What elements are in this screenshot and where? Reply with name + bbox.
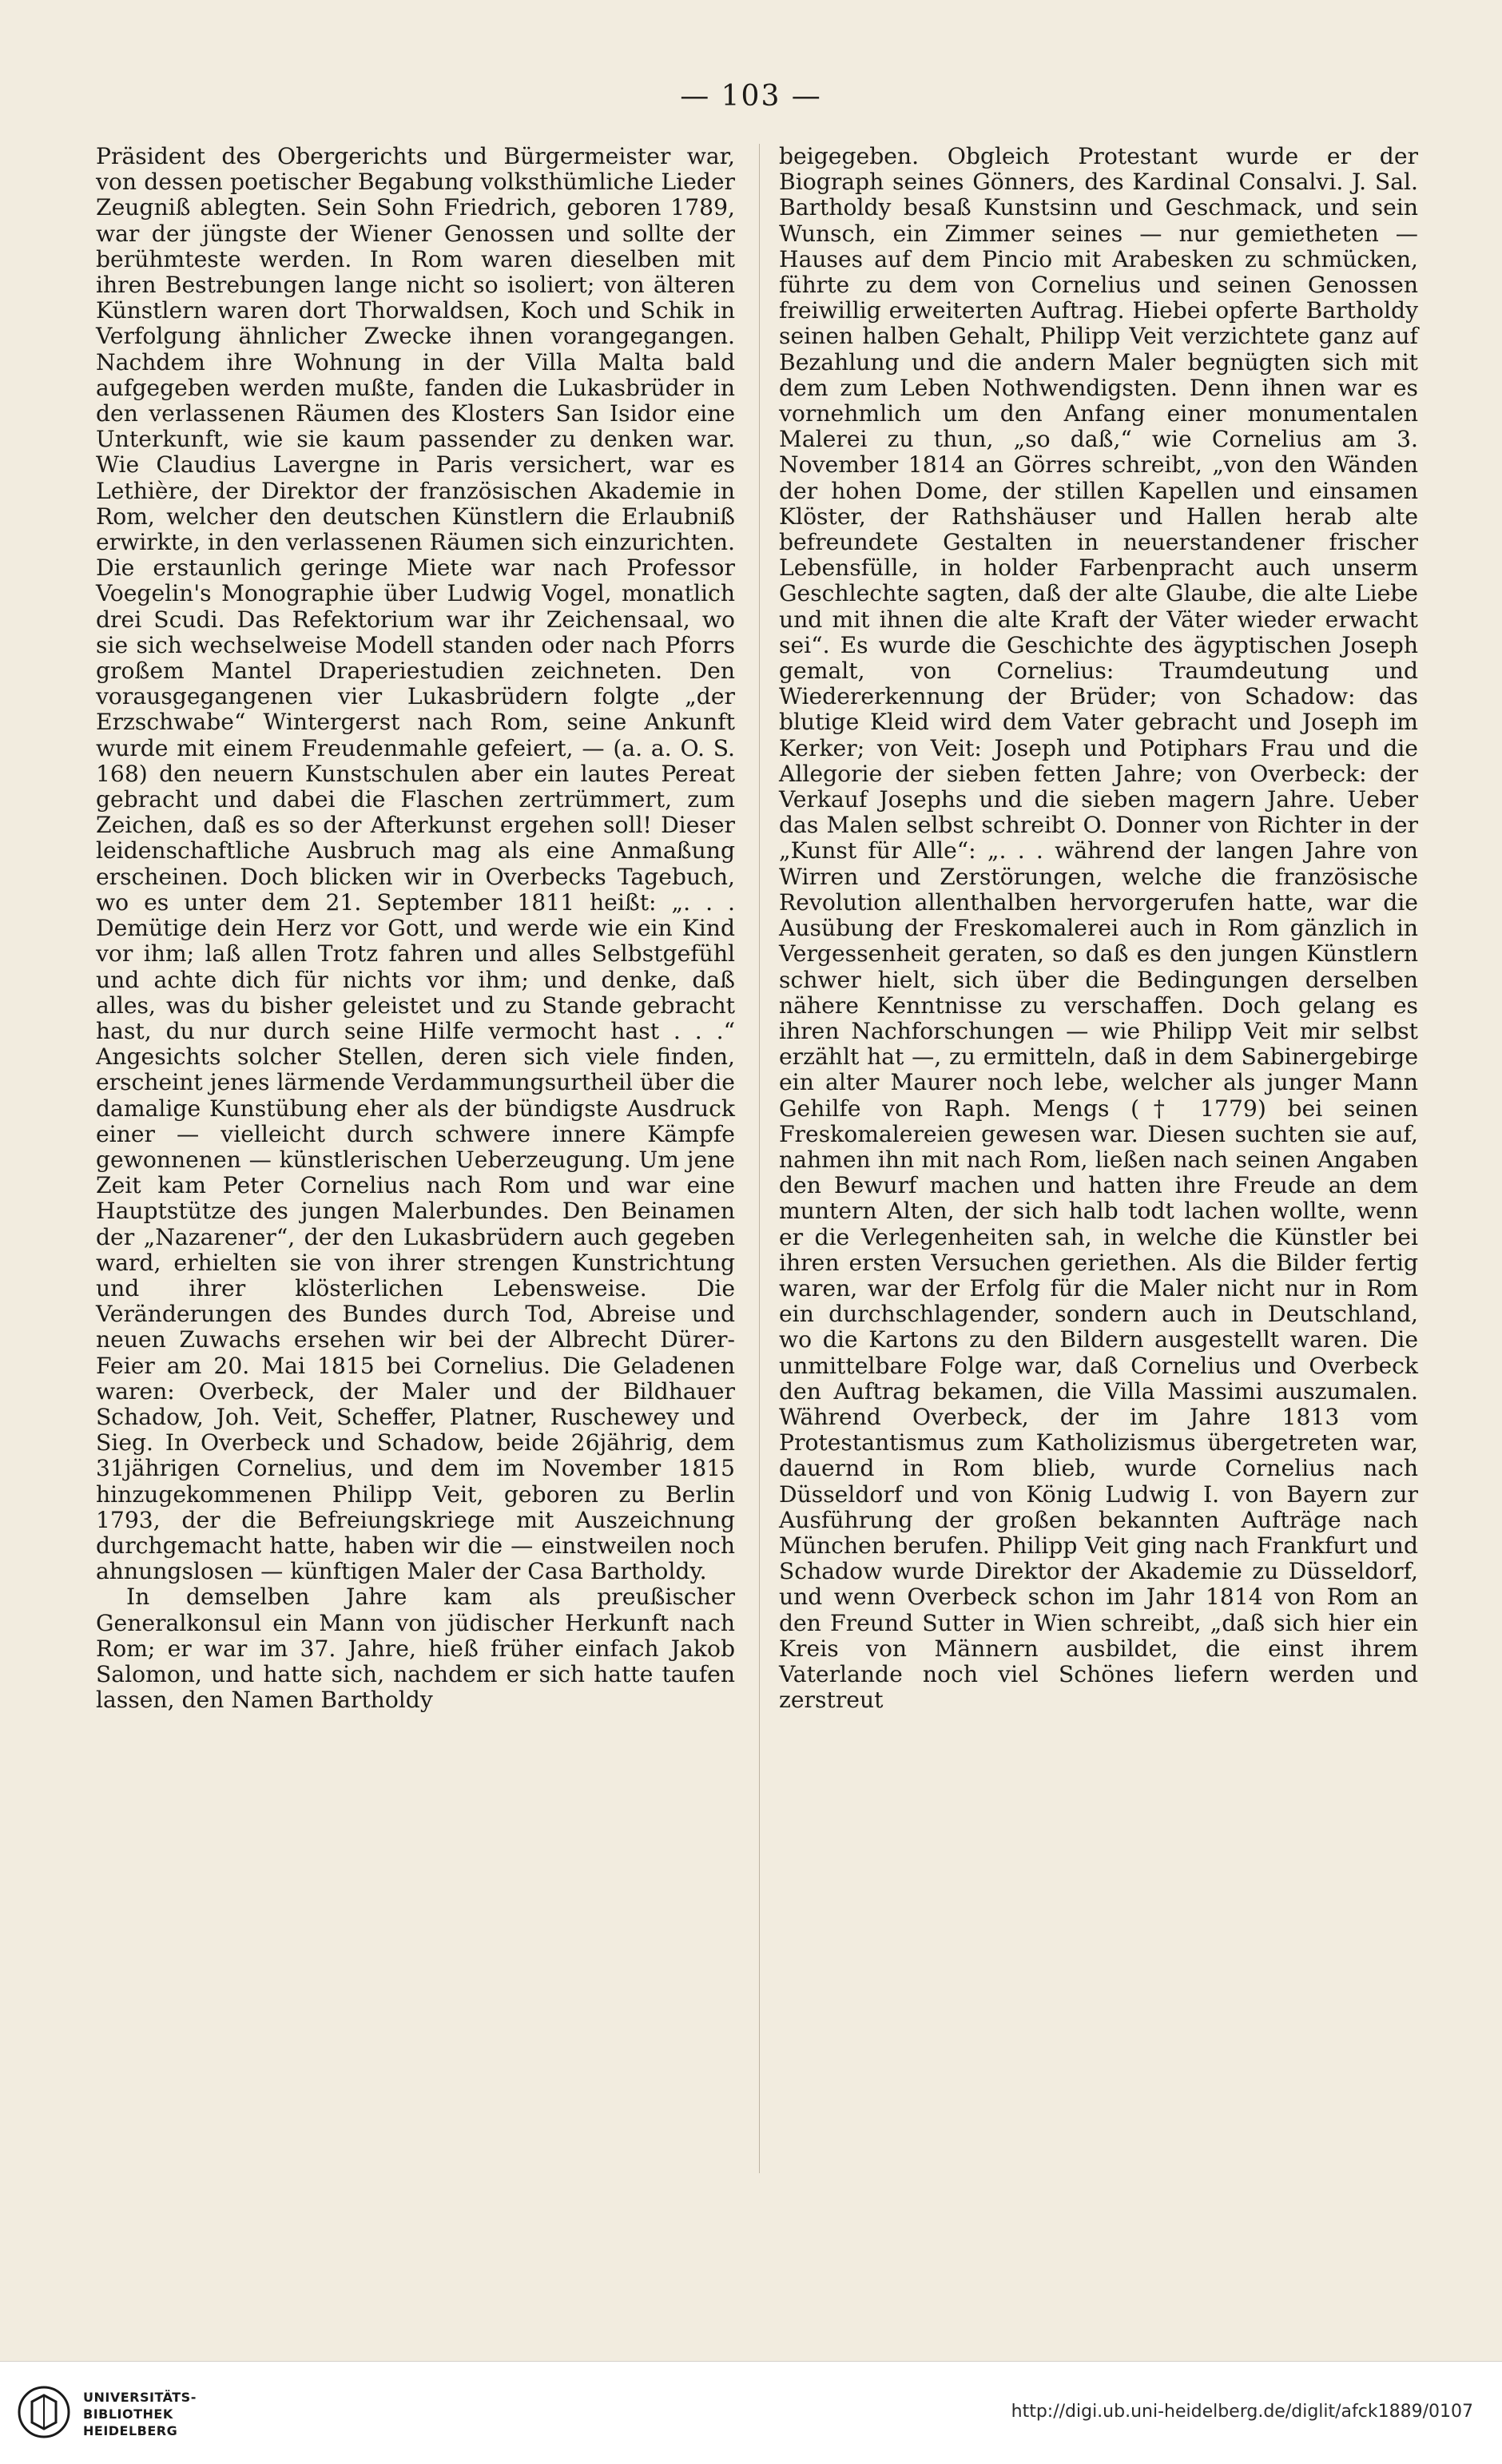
library-seal-icon xyxy=(18,2386,70,2438)
library-name xyxy=(83,2389,197,2439)
paragraph: Präsident des Obergerichts und Bürgermeister war, von dessen poetischer Begabung volksthümliche Lieder Zeugniß ablegten. Sein Sohn Friedrich, geboren 1789, war der jüngste der Wiener Genossen und sollte der berühmteste werden. In Rom waren dieselben mit ihren Bestrebungen lange nicht so isoliert; von älteren Künstlern waren dort Thorwaldsen, Koch und Schik in Verfolgung ähnlicher Zwecke ihnen vorangegangen. Nachdem ihre Wohnung in der Villa Malta bald aufgegeben werden mußte, fanden die Lukasbrüder in den verlassenen Räumen des Klosters San Isidor eine Unterkunft, wie sie kaum passender zu denken war. Wie Claudius Lavergne in Paris versichert, war es Lethière, der Direktor der französischen Akademie in Rom, welcher den deutschen Künstlern die Erlaubniß erwirkte, in den verlassenen Räumen sich einzurichten. Die erstaunlich geringe Miete war nach Professor Voegelin's Monographie über Ludwig Vogel, monatlich drei Scudi. Das Refektorium war ihr Zeichensaal, wo sie sich wechselweise Modell standen oder nach Pforrs großem Mantel Draperiestudien zeichneten. Den vorausgegangenen vier Lukasbrüdern folgte „der Erzschwabe“ Wintergerst nach Rom, seine Ankunft wurde mit einem Freudenmahle gefeiert, — (a. a. O. S. 168) den neuern Kunstschulen aber ein lautes Pereat gebracht und dabei die Flaschen zertrümmert, zum Zeichen, daß es so der Afterkunst ergehen soll! Dieser leidenschaftliche Ausbruch mag als eine Anmaßung erscheinen. Doch blicken wir in Overbecks Tagebuch, wo es unter dem 21. September 1811 heißt: „. . . Demütige dein Herz vor Gott, und werde wie ein Kind vor ihm; laß allen Trotz fahren und alles Selbstgefühl und achte dich für nichts vor ihm; und denke, daß alles, was du bisher geleistet und zu Stande gebracht hast, du nur durch seine Hilfe vermocht hast . . .“ Angesichts solcher Stellen, deren sich viele finden, erscheint jenes lärmende Verdammungsurtheil über die damalige Kunstübung eher als der bündigste Ausdruck einer — vielleicht durch schwere innere Kämpfe gewonnenen — künstlerischen Ueberzeugung. Um jene Zeit kam Peter Cornelius nach Rom und war eine Hauptstütze des jungen Malerbundes. Den Beinamen der „Nazarener“, der den Lukasbrüdern auch gegeben ward, erhielten sie von ihrer strengen Kunstrichtung und ihrer klösterlichen Lebensweise. Die Veränderungen des Bundes durch Tod, Abreise und neuen Zuwachs ersehen wir bei der Albrecht Dürer-Feier am 20. Mai 1815 bei Cornelius. Die Geladenen waren: Overbeck, der Maler und der Bildhauer Schadow, Joh. Veit, Scheffer, Platner, Ruschewey und Sieg. In Overbeck und Schadow, beide 26jährig, dem 31jährigen Cornelius, und dem im November 1815 hinzugekommenen Philipp Veit, geboren zu Berlin 1793, der die Befreiungskriege mit Auszeichnung durchgemacht hatte, haben wir die — einstweilen noch ahnungslosen — künftigen Maler der Casa Bartholdy. xyxy=(96,143,735,1585)
column-divider xyxy=(759,144,760,2173)
paragraph: beigegeben. Obgleich Protestant wurde er der Biograph seines Gönners, des Kardinal Consalvi. J. Sal. Bartholdy besaß Kunstsinn und Geschmack, und sein Wunsch, ein Zimmer seines — nur gemietheten — Hauses auf dem Pincio mit Arabesken zu schmücken, führte zu dem von Cornelius und seinen Genossen freiwillig erweiterten Auftrag. Hiebei opferte Bartholdy seinen halben Gehalt, Philipp Veit verzichtete ganz auf Bezahlung und die andern Maler begnügten sich mit dem zum Leben Nothwendigsten. Denn ihnen war es vornehmlich um den Anfang einer monumentalen Malerei zu thun, „so daß,“ wie Cornelius am 3. November 1814 an Görres schreibt, „von den Wänden der hohen Dome, der stillen Kapellen und einsamen Klöster, der Rathshäuser und Hallen herab alte befreundete Gestalten in neuerstandener frischer Lebensfülle, in holder Farbenpracht auch unserm Geschlechte sagten, daß der alte Glaube, die alte Liebe und mit ihnen die alte Kraft der Väter wieder erwacht sei“. Es wurde die Geschichte des ägyptischen Joseph gemalt, von Cornelius: Traumdeutung und Wiedererkennung der Brüder; von Schadow: das blutige Kleid wird dem Vater gebracht und Joseph im Kerker; von Veit: Joseph und Potiphars Frau und die Allegorie der sieben fetten Jahre; von Overbeck: der Verkauf Josephs und die sieben magern Jahre. Ueber das Malen selbst schreibt O. Donner von Richter in der „Kunst für Alle“: „. . . während der langen Jahre von Wirren und Zerstörungen, welche die französische Revolution allenthalben hervorgerufen hatte, war die Ausübung der Freskomalerei auch in Rom gänzlich in Vergessenheit geraten, so daß es den jungen Künstlern schwer hielt, sich über die Bedingungen derselben nähere Kenntnisse zu verschaffen. Doch gelang es ihren Nachforschungen — wie Philipp Veit mir selbst erzählt hat —, zu ermitteln, daß in dem Sabinergebirge ein alter Maurer noch lebe, welcher als junger Mann Gehilfe von Raph. Mengs († 1779) bei seinen Freskomalereien gewesen war. Diesen suchten sie auf, nahmen ihn mit nach Rom, ließen nach seinen Angaben den Bewurf machen und hatten ihre Freude an dem muntern Alten, der sich halb todt lachen wollte, wenn er die Verlegenheiten sah, in welche die Künstler bei ihren ersten Versuchen geriethen. Als die Bilder fertig waren, war der Erfolg für die Maler nicht nur in Rom ein durchschlagender, sondern auch in Deutschland, wo die Kartons zu den Bildern ausgestellt waren. Die unmittelbare Folge war, daß Cornelius und Overbeck den Auftrag bekamen, die Villa Massimi auszumalen. Während Overbeck, der im Jahre 1813 vom Protestantismus zum Katholizismus übergetreten war, dauernd in Rom blieb, wurde Cornelius nach Düsseldorf und von König Ludwig I. von Bayern zur Ausführung der großen bekannten Aufträge nach München berufen. Philipp Veit ging nach Frankfurt und Schadow wurde Direktor der Akademie zu Düsseldorf, und wenn Overbeck schon im Jahr 1814 von Rom an den Freund Sutter in Wien schreibt, „daß sich hier ein Kreis von Männern ausbildet, die einst ihrem Vaterlande noch viel Schönes liefern werden und zerstreut xyxy=(779,143,1418,1714)
logo-line: HEIDELBERG xyxy=(83,2423,178,2438)
logo-line: BIBLIOTHEK xyxy=(83,2406,173,2422)
footer-bar xyxy=(0,2361,1502,2464)
source-url[interactable]: http://digi.ub.uni-heidelberg.de/diglit/afck1889/0107 xyxy=(1011,2402,1473,2422)
paragraph: In demselben Jahre kam als preußischer Generalkonsul ein Mann von jüdischer Herkunft nach Rom; er war im 37. Jahre, hieß früher einfach Jakob Salomon, und hatte sich, nachdem er sich hatte taufen lassen, den Namen Bartholdy xyxy=(96,1584,735,1714)
page-number: — 103 — xyxy=(680,80,822,113)
left-text-column xyxy=(96,144,735,1713)
logo-line: UNIVERSITÄTS- xyxy=(83,2390,197,2405)
library-logo[interactable] xyxy=(18,2383,257,2446)
right-text-column xyxy=(779,144,1418,1713)
